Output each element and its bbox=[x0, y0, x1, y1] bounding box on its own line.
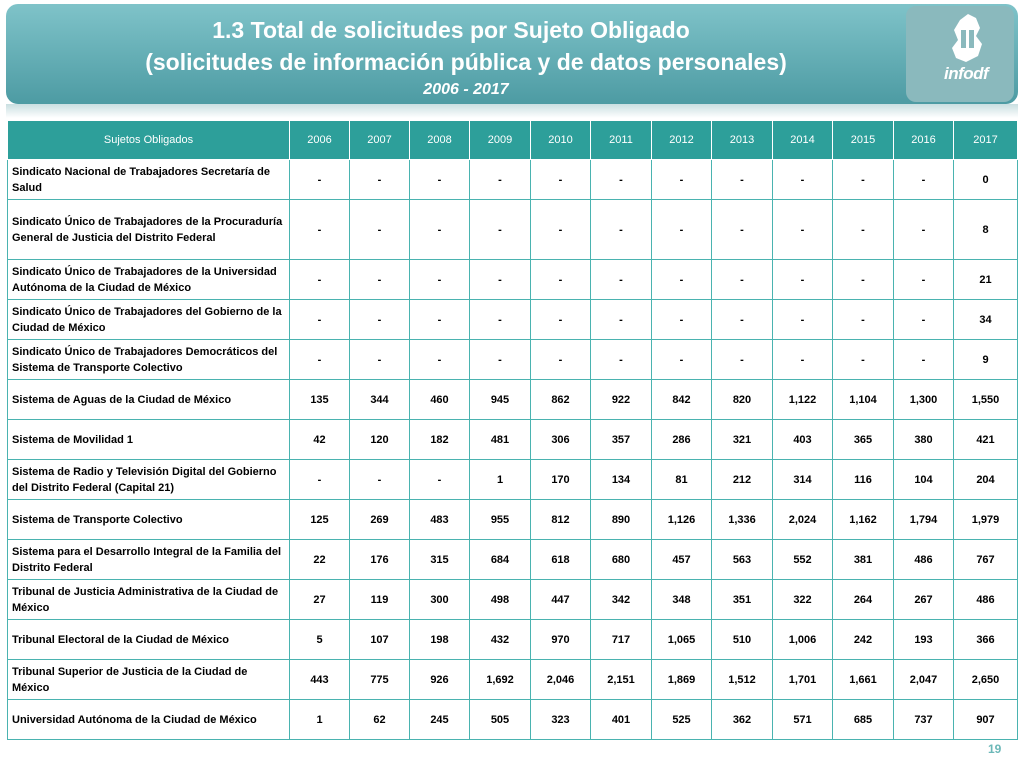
value-cell: - bbox=[833, 340, 894, 380]
table-row bbox=[8, 340, 1018, 380]
value-cell: 42 bbox=[290, 420, 350, 460]
value-cell: - bbox=[290, 160, 350, 200]
value-cell: 362 bbox=[712, 700, 773, 740]
value-cell: 2,047 bbox=[894, 660, 954, 700]
value-cell: 182 bbox=[410, 420, 470, 460]
value-cell: 8 bbox=[954, 200, 1018, 260]
sujeto-name-cell: Sistema de Radio y Televisión Digital del Gobierno del Distrito Federal (Capital 21) bbox=[8, 460, 290, 500]
value-cell: 717 bbox=[591, 620, 652, 660]
value-cell: - bbox=[410, 260, 470, 300]
value-cell: 342 bbox=[591, 580, 652, 620]
table-row bbox=[8, 260, 1018, 300]
column-header-year: 2010 bbox=[531, 121, 591, 160]
column-header-year: 2016 bbox=[894, 121, 954, 160]
value-cell: - bbox=[350, 260, 410, 300]
value-cell: - bbox=[350, 340, 410, 380]
value-cell: 2,151 bbox=[591, 660, 652, 700]
value-cell: - bbox=[894, 340, 954, 380]
value-cell: 1,162 bbox=[833, 500, 894, 540]
value-cell: - bbox=[290, 300, 350, 340]
value-cell: - bbox=[652, 260, 712, 300]
value-cell: 457 bbox=[652, 540, 712, 580]
value-cell: - bbox=[531, 160, 591, 200]
logo-brand-text: infodf bbox=[944, 64, 989, 83]
value-cell: - bbox=[591, 200, 652, 260]
value-cell: 1,122 bbox=[773, 380, 833, 420]
value-cell: - bbox=[712, 300, 773, 340]
value-cell: 300 bbox=[410, 580, 470, 620]
value-cell: - bbox=[894, 300, 954, 340]
value-cell: 1 bbox=[290, 700, 350, 740]
sujeto-name-cell: Tribunal Superior de Justicia de la Ciudad de México bbox=[8, 660, 290, 700]
value-cell: - bbox=[894, 200, 954, 260]
page-title: 1.3 Total de solicitudes por Sujeto Obligado bbox=[212, 17, 690, 43]
column-header-year: 2014 bbox=[773, 121, 833, 160]
value-cell: 1,104 bbox=[833, 380, 894, 420]
value-cell: 21 bbox=[954, 260, 1018, 300]
column-header-sujetos: Sujetos Obligados bbox=[8, 121, 290, 160]
table-row bbox=[8, 380, 1018, 420]
value-cell: 315 bbox=[410, 540, 470, 580]
value-cell: 1,065 bbox=[652, 620, 712, 660]
value-cell: - bbox=[470, 260, 531, 300]
value-cell: 348 bbox=[652, 580, 712, 620]
page-subtitle: 2006 - 2017 bbox=[423, 81, 509, 98]
value-cell: - bbox=[833, 160, 894, 200]
value-cell: 862 bbox=[531, 380, 591, 420]
value-cell: - bbox=[350, 460, 410, 500]
value-cell: - bbox=[591, 160, 652, 200]
value-cell: - bbox=[712, 340, 773, 380]
value-cell: - bbox=[894, 260, 954, 300]
sujeto-name-cell: Sindicato Único de Trabajadores del Gobierno de la Ciudad de México bbox=[8, 300, 290, 340]
table-row bbox=[8, 460, 1018, 500]
value-cell: 1,661 bbox=[833, 660, 894, 700]
value-cell: 306 bbox=[531, 420, 591, 460]
value-cell: - bbox=[652, 200, 712, 260]
value-cell: 525 bbox=[652, 700, 712, 740]
cdmx-map-logo-icon bbox=[906, 6, 1014, 102]
value-cell: - bbox=[773, 300, 833, 340]
value-cell: 486 bbox=[954, 580, 1018, 620]
value-cell: - bbox=[773, 160, 833, 200]
value-cell: 267 bbox=[894, 580, 954, 620]
sujeto-name-cell: Sistema de Movilidad 1 bbox=[8, 420, 290, 460]
value-cell: 62 bbox=[350, 700, 410, 740]
table-row bbox=[8, 200, 1018, 260]
sujeto-name-cell: Sindicato Único de Trabajadores de la Universidad Autónoma de la Ciudad de México bbox=[8, 260, 290, 300]
value-cell: 1,692 bbox=[470, 660, 531, 700]
value-cell: - bbox=[652, 300, 712, 340]
value-cell: - bbox=[410, 200, 470, 260]
value-cell: 970 bbox=[531, 620, 591, 660]
value-cell: 1,701 bbox=[773, 660, 833, 700]
value-cell: 1,979 bbox=[954, 500, 1018, 540]
page-number: 19 bbox=[988, 742, 1002, 756]
value-cell: 684 bbox=[470, 540, 531, 580]
value-cell: - bbox=[470, 200, 531, 260]
value-cell: - bbox=[652, 340, 712, 380]
value-cell: 907 bbox=[954, 700, 1018, 740]
value-cell: 269 bbox=[350, 500, 410, 540]
value-cell: 204 bbox=[954, 460, 1018, 500]
value-cell: 1,550 bbox=[954, 380, 1018, 420]
value-cell: - bbox=[591, 300, 652, 340]
value-cell: 552 bbox=[773, 540, 833, 580]
value-cell: 1,869 bbox=[652, 660, 712, 700]
sujeto-name-cell: Sistema de Aguas de la Ciudad de México bbox=[8, 380, 290, 420]
sujeto-name-cell: Sistema para el Desarrollo Integral de la Familia del Distrito Federal bbox=[8, 540, 290, 580]
value-cell: - bbox=[773, 340, 833, 380]
value-cell: 22 bbox=[290, 540, 350, 580]
table-row bbox=[8, 300, 1018, 340]
value-cell: 890 bbox=[591, 500, 652, 540]
value-cell: - bbox=[470, 300, 531, 340]
value-cell: - bbox=[410, 300, 470, 340]
value-cell: 486 bbox=[894, 540, 954, 580]
value-cell: 170 bbox=[531, 460, 591, 500]
value-cell: 945 bbox=[470, 380, 531, 420]
sujeto-name-cell: Universidad Autónoma de la Ciudad de México bbox=[8, 700, 290, 740]
value-cell: 460 bbox=[410, 380, 470, 420]
value-cell: - bbox=[290, 200, 350, 260]
value-cell: 104 bbox=[894, 460, 954, 500]
sujeto-name-cell: Sindicato Único de Trabajadores de la Procuraduría General de Justicia del Distrito Federal bbox=[8, 200, 290, 260]
table-row bbox=[8, 620, 1018, 660]
value-cell: 1 bbox=[470, 460, 531, 500]
value-cell: 198 bbox=[410, 620, 470, 660]
sujeto-name-cell: Tribunal de Justicia Administrativa de la Ciudad de México bbox=[8, 580, 290, 620]
value-cell: 401 bbox=[591, 700, 652, 740]
value-cell: - bbox=[712, 200, 773, 260]
value-cell: - bbox=[652, 160, 712, 200]
value-cell: 344 bbox=[350, 380, 410, 420]
sujeto-name-cell: Sistema de Transporte Colectivo bbox=[8, 500, 290, 540]
column-header-year: 2009 bbox=[470, 121, 531, 160]
value-cell: - bbox=[894, 160, 954, 200]
value-cell: 2,024 bbox=[773, 500, 833, 540]
value-cell: - bbox=[531, 300, 591, 340]
value-cell: 1,006 bbox=[773, 620, 833, 660]
value-cell: 34 bbox=[954, 300, 1018, 340]
value-cell: - bbox=[410, 340, 470, 380]
sujeto-name-cell: Sindicato Nacional de Trabajadores Secretaría de Salud bbox=[8, 160, 290, 200]
value-cell: 286 bbox=[652, 420, 712, 460]
value-cell: 443 bbox=[290, 660, 350, 700]
table-row bbox=[8, 700, 1018, 740]
value-cell: 510 bbox=[712, 620, 773, 660]
value-cell: 403 bbox=[773, 420, 833, 460]
value-cell: 135 bbox=[290, 380, 350, 420]
table-row bbox=[8, 160, 1018, 200]
value-cell: 81 bbox=[652, 460, 712, 500]
value-cell: 447 bbox=[531, 580, 591, 620]
value-cell: 134 bbox=[591, 460, 652, 500]
value-cell: - bbox=[833, 300, 894, 340]
column-header-year: 2017 bbox=[954, 121, 1018, 160]
value-cell: - bbox=[350, 200, 410, 260]
value-cell: 242 bbox=[833, 620, 894, 660]
value-cell: - bbox=[591, 260, 652, 300]
sujeto-name-cell: Tribunal Electoral de la Ciudad de México bbox=[8, 620, 290, 660]
value-cell: 432 bbox=[470, 620, 531, 660]
value-cell: 2,046 bbox=[531, 660, 591, 700]
value-cell: - bbox=[470, 160, 531, 200]
table-row bbox=[8, 500, 1018, 540]
value-cell: 421 bbox=[954, 420, 1018, 460]
value-cell: 264 bbox=[833, 580, 894, 620]
value-cell: 571 bbox=[773, 700, 833, 740]
value-cell: 2,650 bbox=[954, 660, 1018, 700]
value-cell: 125 bbox=[290, 500, 350, 540]
value-cell: 321 bbox=[712, 420, 773, 460]
value-cell: 323 bbox=[531, 700, 591, 740]
value-cell: 926 bbox=[410, 660, 470, 700]
value-cell: - bbox=[712, 160, 773, 200]
sujeto-name-cell: Sindicato Único de Trabajadores Democráticos del Sistema de Transporte Colectivo bbox=[8, 340, 290, 380]
value-cell: 245 bbox=[410, 700, 470, 740]
value-cell: 314 bbox=[773, 460, 833, 500]
value-cell: - bbox=[290, 340, 350, 380]
value-cell: - bbox=[531, 200, 591, 260]
table-header-row bbox=[8, 121, 1018, 160]
value-cell: 680 bbox=[591, 540, 652, 580]
solicitudes-table bbox=[7, 120, 1018, 740]
value-cell: 119 bbox=[350, 580, 410, 620]
value-cell: 357 bbox=[591, 420, 652, 460]
value-cell: 351 bbox=[712, 580, 773, 620]
value-cell: 176 bbox=[350, 540, 410, 580]
value-cell: 1,126 bbox=[652, 500, 712, 540]
table-row bbox=[8, 540, 1018, 580]
value-cell: 0 bbox=[954, 160, 1018, 200]
infodf-logo bbox=[906, 6, 1014, 102]
value-cell: 366 bbox=[954, 620, 1018, 660]
value-cell: 5 bbox=[290, 620, 350, 660]
value-cell: 820 bbox=[712, 380, 773, 420]
column-header-year: 2008 bbox=[410, 121, 470, 160]
value-cell: 922 bbox=[591, 380, 652, 420]
value-cell: - bbox=[350, 160, 410, 200]
column-header-year: 2011 bbox=[591, 121, 652, 160]
value-cell: - bbox=[773, 260, 833, 300]
table-row bbox=[8, 660, 1018, 700]
table-row bbox=[8, 420, 1018, 460]
value-cell: - bbox=[470, 340, 531, 380]
value-cell: 107 bbox=[350, 620, 410, 660]
value-cell: 812 bbox=[531, 500, 591, 540]
value-cell: - bbox=[712, 260, 773, 300]
value-cell: - bbox=[290, 260, 350, 300]
value-cell: 685 bbox=[833, 700, 894, 740]
value-cell: - bbox=[290, 460, 350, 500]
value-cell: 116 bbox=[833, 460, 894, 500]
value-cell: 498 bbox=[470, 580, 531, 620]
table-row bbox=[8, 580, 1018, 620]
value-cell: 737 bbox=[894, 700, 954, 740]
column-header-year: 2013 bbox=[712, 121, 773, 160]
value-cell: 1,794 bbox=[894, 500, 954, 540]
value-cell: - bbox=[773, 200, 833, 260]
value-cell: 481 bbox=[470, 420, 531, 460]
value-cell: 563 bbox=[712, 540, 773, 580]
value-cell: 767 bbox=[954, 540, 1018, 580]
value-cell: - bbox=[410, 160, 470, 200]
value-cell: 27 bbox=[290, 580, 350, 620]
value-cell: 380 bbox=[894, 420, 954, 460]
value-cell: 365 bbox=[833, 420, 894, 460]
value-cell: 9 bbox=[954, 340, 1018, 380]
column-header-year: 2006 bbox=[290, 121, 350, 160]
value-cell: 775 bbox=[350, 660, 410, 700]
value-cell: - bbox=[350, 300, 410, 340]
value-cell: - bbox=[410, 460, 470, 500]
value-cell: 212 bbox=[712, 460, 773, 500]
value-cell: 322 bbox=[773, 580, 833, 620]
title-banner bbox=[6, 4, 1018, 104]
column-header-year: 2015 bbox=[833, 121, 894, 160]
value-cell: - bbox=[833, 260, 894, 300]
value-cell: 1,300 bbox=[894, 380, 954, 420]
value-cell: 483 bbox=[410, 500, 470, 540]
value-cell: 120 bbox=[350, 420, 410, 460]
value-cell: - bbox=[531, 260, 591, 300]
value-cell: 381 bbox=[833, 540, 894, 580]
column-header-year: 2007 bbox=[350, 121, 410, 160]
value-cell: 505 bbox=[470, 700, 531, 740]
value-cell: 1,512 bbox=[712, 660, 773, 700]
value-cell: - bbox=[591, 340, 652, 380]
value-cell: - bbox=[833, 200, 894, 260]
value-cell: 193 bbox=[894, 620, 954, 660]
value-cell: - bbox=[531, 340, 591, 380]
value-cell: 618 bbox=[531, 540, 591, 580]
page-title-line2: (solicitudes de información pública y de datos personales) bbox=[145, 49, 787, 75]
value-cell: 1,336 bbox=[712, 500, 773, 540]
value-cell: 955 bbox=[470, 500, 531, 540]
value-cell: 842 bbox=[652, 380, 712, 420]
column-header-year: 2012 bbox=[652, 121, 712, 160]
banner-shadow bbox=[6, 104, 1018, 118]
